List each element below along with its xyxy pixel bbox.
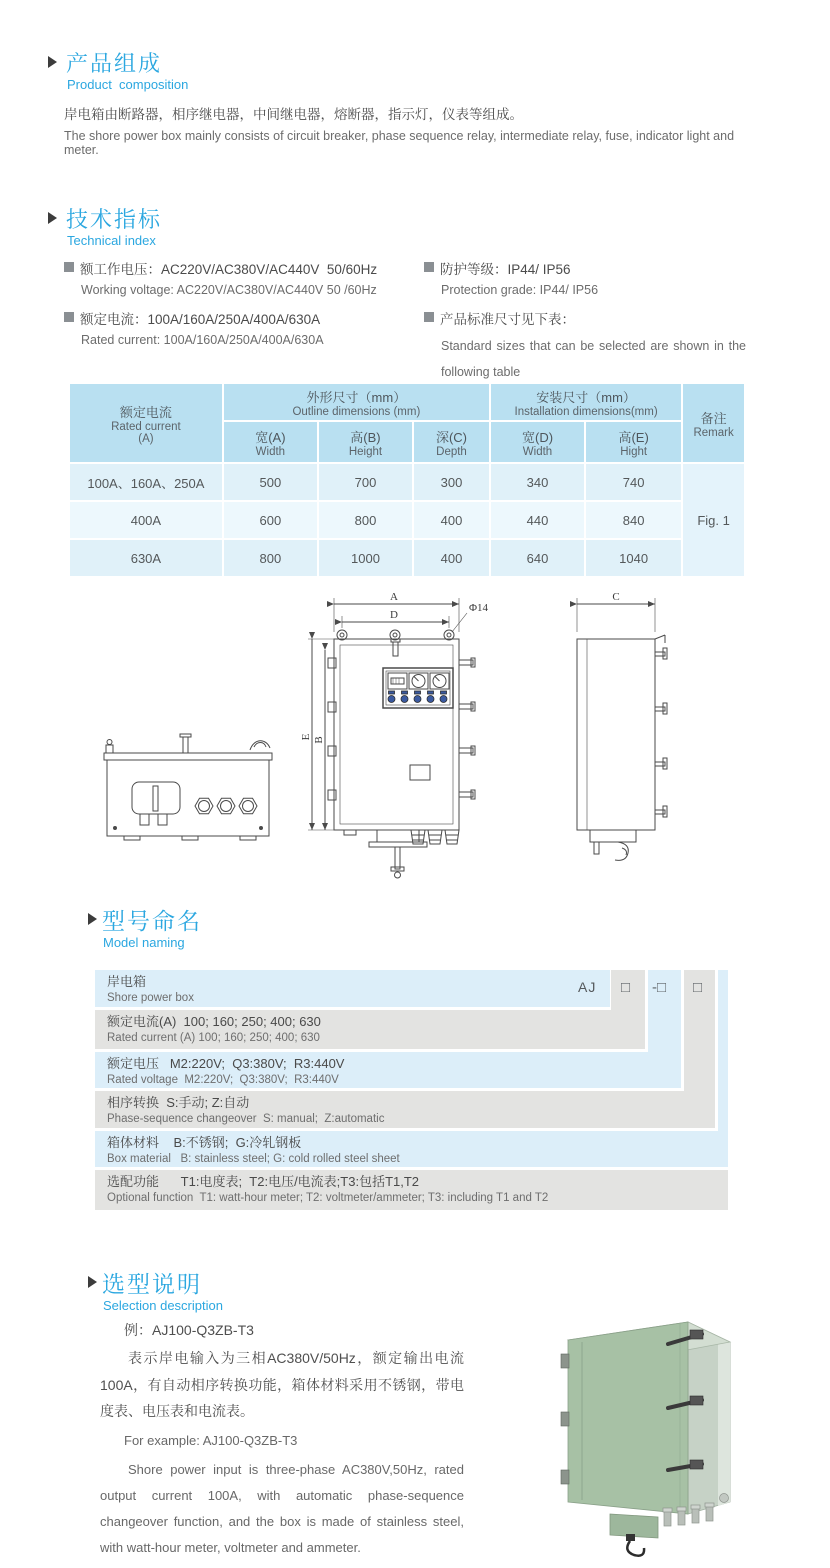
cell-depth: 300 xyxy=(414,464,489,500)
cell-width: 500 xyxy=(224,464,317,500)
square-bullet-icon xyxy=(424,312,434,322)
section-title-product-composition: 产品组成 xyxy=(66,51,163,76)
spec-zh: 额定电流：100A/160A/250A/400A/630A xyxy=(80,312,321,327)
section-subtitle-selection-description: Selection description xyxy=(103,1298,223,1313)
front-view-drawing xyxy=(308,598,475,878)
header-width-d: 宽(D) Width xyxy=(491,422,584,462)
technical-drawing xyxy=(82,582,762,882)
spec-item xyxy=(64,258,424,283)
header-height-b: 高(B) Height xyxy=(319,422,412,462)
cell-current: 100A、160A、250A xyxy=(70,464,222,500)
cell-width: 600 xyxy=(224,502,317,538)
cell-install-height: 740 xyxy=(586,464,681,500)
spec-zh: 产品标准尺寸见下表： xyxy=(440,312,575,327)
spec-en: Working voltage: AC220V/AC380V/AC440V 50 /60Hz xyxy=(81,283,377,297)
cell-install-width: 440 xyxy=(491,502,584,538)
cell-current: 400A xyxy=(70,502,222,538)
bottom-hook xyxy=(627,1541,644,1556)
section-arrow-icon xyxy=(88,913,97,925)
table-row xyxy=(70,540,744,576)
bottom-view-drawing xyxy=(104,734,272,840)
selection-text-block xyxy=(100,1320,468,1561)
selection-desc-zh: 表示岸电输入为三相AC380V/50Hz，额定输出电流100A，有自动相序转换功能，箱体材料采用不锈钢，带电度表、电压表和电流表。 xyxy=(100,1350,464,1419)
cell-height: 800 xyxy=(319,502,412,538)
dim-label-b: B xyxy=(313,736,325,744)
box-front-door xyxy=(568,1322,688,1514)
section-subtitle-technical-index: Technical index xyxy=(67,233,156,248)
header-outline-dimensions: 外形尺寸（mm） Outline dimensions (mm) xyxy=(224,384,489,420)
cell-height: 1000 xyxy=(319,540,412,576)
section-title-selection-description: 选型说明 xyxy=(102,1271,202,1297)
spec-list-left xyxy=(64,258,424,358)
header-height-e: 高(E) Hight xyxy=(586,422,681,462)
section-title-technical-index: 技术指标 xyxy=(66,207,163,232)
selection-desc-en: Shore power input is three-phase AC380V,50Hz, rated output current 100A, with automatic phase-sequence changeover function, and the box is made of stainless steel, with watt-hour meter, voltmeter and ammeter. xyxy=(100,1461,468,1555)
cell-remark: Fig. 1 xyxy=(683,464,744,576)
model-code-placeholder-box: □ xyxy=(693,979,703,996)
dimensions-table xyxy=(68,382,746,578)
section-arrow-icon xyxy=(48,212,57,224)
square-bullet-icon xyxy=(424,262,434,272)
spec-zh: 防护等级：IP44/ IP56 xyxy=(440,262,571,277)
cell-current: 630A xyxy=(70,540,222,576)
spec-zh: 额工作电压：AC220V/AC380V/AC440V 50/60Hz xyxy=(80,262,378,277)
product-composition-text-en: The shore power box mainly consists of circuit breaker, phase sequence relay, intermediate relay, fuse, indicator light and meter. xyxy=(64,129,738,157)
model-code-placeholder-box: □ xyxy=(621,979,631,996)
spec-list-right xyxy=(424,258,748,385)
section-arrow-icon xyxy=(88,1276,97,1288)
dim-label-c: C xyxy=(612,591,620,603)
table-row xyxy=(70,464,744,500)
dim-label-e: E xyxy=(300,733,312,741)
spec-item xyxy=(424,258,748,283)
selection-example-en: For example: AJ100-Q3ZB-T3 xyxy=(124,1432,298,1448)
section-subtitle-model-naming: Model naming xyxy=(103,935,185,950)
cell-depth: 400 xyxy=(414,502,489,538)
model-code-placeholder-box: -□ xyxy=(652,979,667,996)
side-view-drawing xyxy=(577,598,667,860)
cell-install-width: 640 xyxy=(491,540,584,576)
model-row-rated-voltage: 额定电压 M2:220V; Q3:380V; R3:440V Rated voltage M2:220V; Q3:380V; R3:440V xyxy=(95,1052,681,1088)
section-subtitle-product-composition: Product composition xyxy=(67,77,189,92)
cell-width: 800 xyxy=(224,540,317,576)
model-row-phase-sequence: 相序转换 S:手动; Z:自动 Phase-sequence changeover S: manual; Z:automatic xyxy=(95,1091,715,1128)
cell-install-height: 840 xyxy=(586,502,681,538)
header-installation-dimensions: 安装尺寸（mm） Installation dimensions(mm) xyxy=(491,384,681,420)
model-row-optional-function: 选配功能 T1:电度表; T2:电压/电流表;T3:包括T1,T2 Optional function T1: watt-hour meter; T2: voltmeter/ammeter; T3: including T1 and T2 xyxy=(95,1170,728,1210)
header-depth-c: 深(C) Depth xyxy=(414,422,489,462)
model-code-prefix: AJ xyxy=(578,979,597,995)
dim-label-d: D xyxy=(390,609,398,621)
model-row-shore-power-box: 岸电箱 Shore power box xyxy=(95,970,610,1007)
cell-height: 700 xyxy=(319,464,412,500)
spec-en: Standard sizes that can be selected are shown in the following table xyxy=(441,339,750,379)
table-row xyxy=(70,502,744,538)
header-width-a: 宽(A) Width xyxy=(224,422,317,462)
model-row-rated-current: 额定电流(A) 100; 160; 250; 400; 630 Rated current (A) 100; 160; 250; 400; 630 xyxy=(95,1010,645,1049)
product-composition-text-zh: 岸电箱由断路器，相序继电器，中间继电器，熔断器，指示灯，仪表等组成。 xyxy=(64,107,523,122)
product-photo xyxy=(552,1296,792,1568)
square-bullet-icon xyxy=(64,312,74,322)
spec-item xyxy=(64,308,424,333)
selection-example-zh: 例：AJ100-Q3ZB-T3 xyxy=(124,1322,254,1338)
cell-install-width: 340 xyxy=(491,464,584,500)
spec-en: Rated current: 100A/160A/250A/400A/630A xyxy=(81,333,324,347)
section-title-model-naming: 型号命名 xyxy=(102,908,202,934)
drawing-dimension-labels xyxy=(300,591,620,744)
header-rated-current: 额定电流 Rated current (A) xyxy=(70,384,222,462)
header-remark: 备注 Remark xyxy=(683,384,744,462)
section-arrow-icon xyxy=(48,56,57,68)
dim-label-hole: Φ14 xyxy=(469,602,489,614)
model-naming-ladder xyxy=(95,970,745,1210)
spec-en: Protection grade: IP44/ IP56 xyxy=(441,283,599,297)
dim-label-a: A xyxy=(390,591,398,603)
cell-depth: 400 xyxy=(414,540,489,576)
cell-install-height: 1040 xyxy=(586,540,681,576)
square-bullet-icon xyxy=(64,262,74,272)
model-row-box-material: 箱体材料 B:不锈钢; G:冷轧钢板 Box material B: stainless steel; G: cold rolled steel sheet xyxy=(95,1131,728,1167)
spec-item xyxy=(424,308,748,333)
